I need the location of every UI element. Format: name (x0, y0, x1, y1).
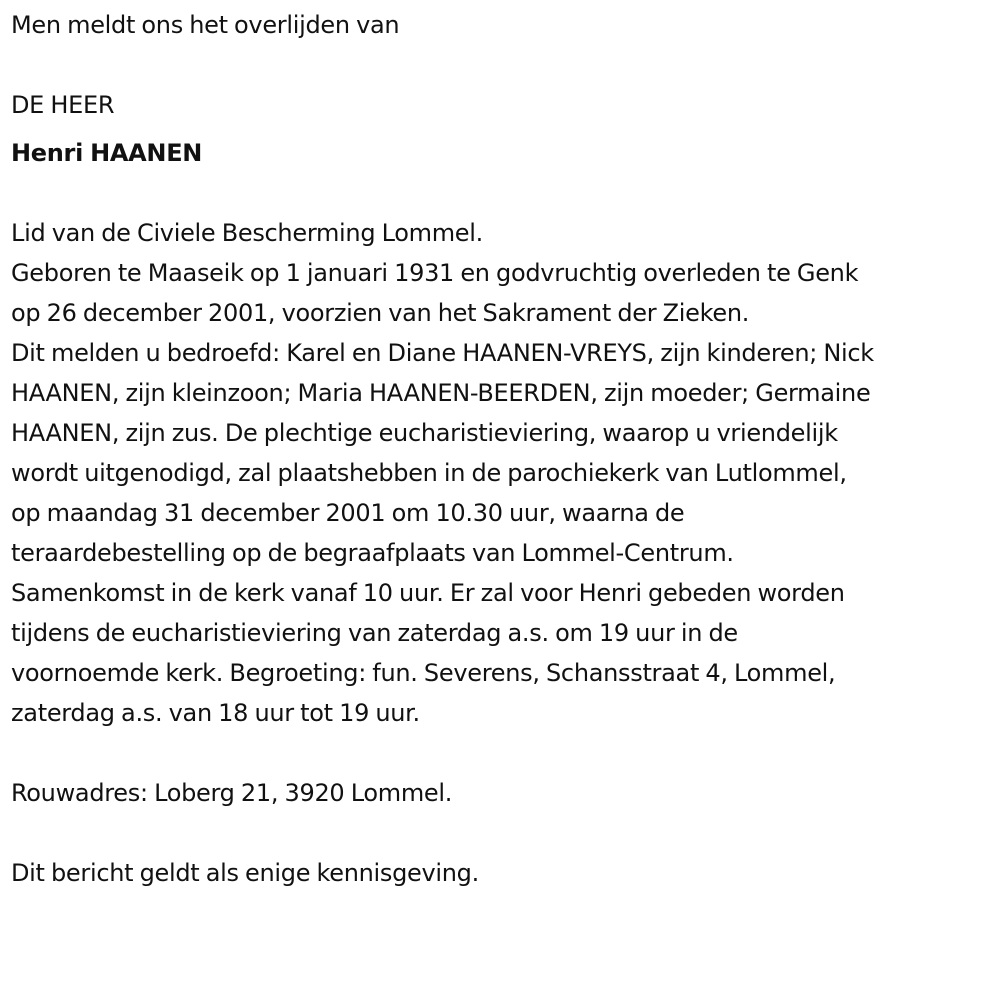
paragraph-line: teraardebestelling op de begraafplaats van Lommel-Centrum. (11, 539, 734, 567)
paragraph-line: Dit melden u bedroefd: Karel en Diane HAANEN-VREYS, zijn kinderen; Nick (11, 339, 874, 367)
paragraph-line: Samenkomst in de kerk vanaf 10 uur. Er zal voor Henri gebeden worden (11, 579, 845, 607)
membership-text: Lid van de Civiele Bescherming Lommel. (11, 219, 483, 247)
paragraph-line: voornoemde kerk. Begroeting: fun. Severens, Schansstraat 4, Lommel, (11, 659, 836, 687)
paragraph-line: HAANEN, zijn zus. De plechtige eucharistieviering, waarop u vriendelijk (11, 419, 838, 447)
closing-text: Dit bericht geldt als enige kennisgeving. (11, 859, 479, 887)
intro-text: Men meldt ons het overlijden van (11, 11, 400, 39)
paragraph-line: op 26 december 2001, voorzien van het Sakrament der Zieken. (11, 299, 750, 327)
announcement-paragraph (11, 333, 995, 733)
paragraph-line: wordt uitgenodigd, zal plaatshebben in de parochiekerk van Lutlommel, (11, 459, 847, 487)
paragraph-line: HAANEN, zijn kleinzoon; Maria HAANEN-BEERDEN, zijn moeder; Germaine (11, 379, 871, 407)
paragraph-line: op maandag 31 december 2001 om 10.30 uur, waarna de (11, 499, 685, 527)
birth-death-paragraph (11, 253, 995, 333)
paragraph-line: Geboren te Maaseik op 1 januari 1931 en godvruchtig overleden te Genk (11, 259, 859, 287)
mourning-address: Rouwadres: Loberg 21, 3920 Lommel. (11, 779, 453, 807)
deceased-name: Henri HAANEN (11, 139, 203, 167)
death-notice (11, 0, 995, 893)
paragraph-line: tijdens de eucharistieviering van zaterdag a.s. om 19 uur in de (11, 619, 738, 647)
paragraph-line: zaterdag a.s. van 18 uur tot 19 uur. (11, 699, 420, 727)
honorific-title: DE HEER (11, 91, 115, 119)
